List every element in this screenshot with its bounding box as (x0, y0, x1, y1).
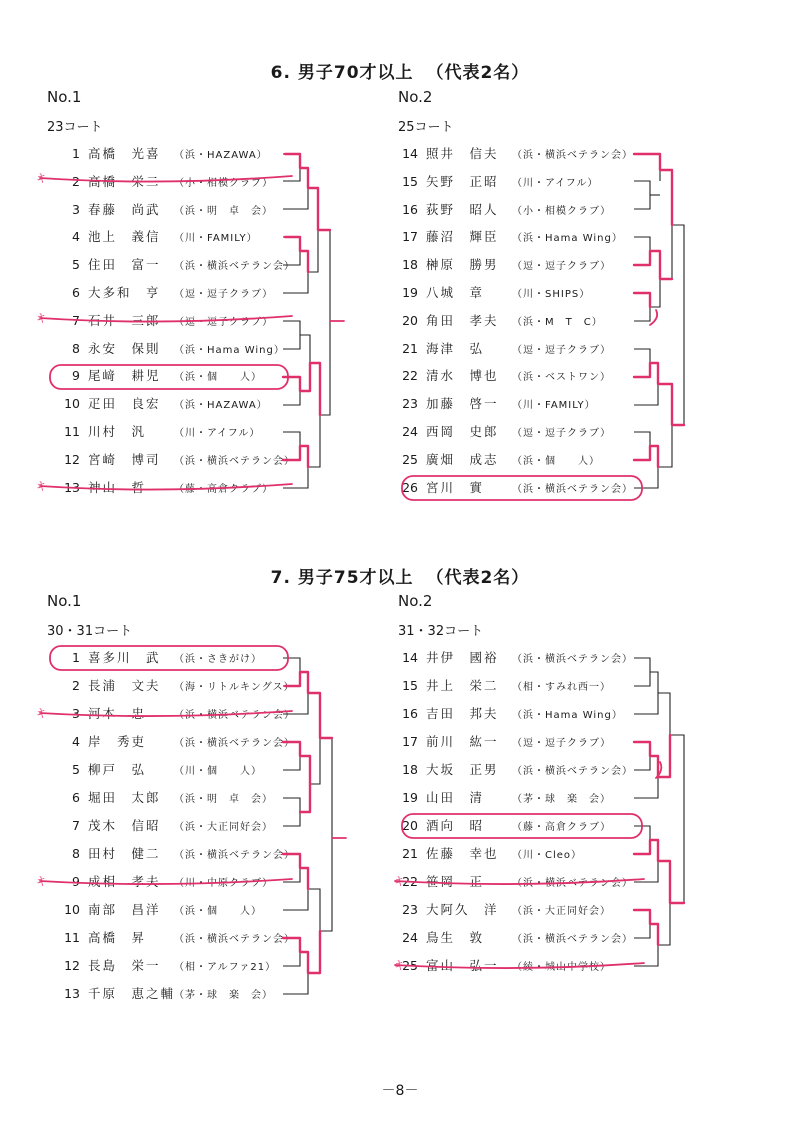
player-name: 前川 紘一 (426, 734, 499, 749)
player-number: 24 (402, 424, 418, 439)
player-name: 永安 保則 (88, 340, 161, 356)
pool-label: No.1 (47, 592, 82, 610)
player-name: 石井 三郎 (88, 312, 161, 328)
player-number: 24 (402, 930, 418, 945)
player-club: （浜・横浜ベテラン会） (512, 934, 633, 945)
player-club: （浜・大正同好会） (512, 906, 611, 917)
player-name: 廣畑 成志 (426, 451, 499, 467)
player-name: 岸 秀吏 (88, 734, 147, 749)
player-name: 池上 義信 (88, 229, 161, 245)
player-name: 長浦 文夫 (88, 678, 161, 693)
player-club: （浜・横浜ベテラン会） (174, 738, 295, 749)
player-club: （浜・横浜ベテラン会） (512, 150, 633, 161)
player-number: 20 (402, 312, 418, 328)
player-name: 大坂 正男 (426, 762, 499, 777)
player-number: 3 (72, 201, 80, 217)
player-club: （浜・横浜ベテラン会） (174, 710, 295, 721)
player-number: 14 (402, 650, 418, 665)
player-name: 宮崎 博司 (88, 451, 161, 467)
player-name: 榊原 勝男 (426, 257, 499, 273)
player-name: 喜多川 武 (88, 650, 161, 665)
player-number: 1 (72, 146, 80, 161)
section-title-sub: （代表2名） (426, 568, 530, 588)
player-number: 15 (402, 173, 418, 189)
player-number: 21 (402, 846, 418, 861)
player-name: 大多和 亨 (88, 285, 161, 300)
player-club: （相・アルファ21） (174, 962, 277, 973)
player-number: 18 (402, 257, 418, 273)
player-number: 23 (402, 902, 418, 917)
player-club: （逗・逗子クラブ） (512, 428, 612, 439)
player-club: （川・アイフル） (174, 428, 261, 439)
player-number: 3 (72, 706, 80, 721)
red-markers (36, 154, 684, 973)
player-name: 西岡 史郎 (426, 424, 499, 439)
player-name: 住田 富一 (88, 257, 161, 273)
player-number: 21 (402, 340, 418, 356)
player-name: 宮川 實 (426, 479, 485, 495)
player-number: 16 (402, 706, 418, 721)
player-club: （川・中原クラブ） (174, 878, 274, 889)
player-name: 鳥生 敦 (426, 930, 485, 945)
player-name: 千原 恵之輔 (88, 986, 176, 1001)
player-club: （茅・球 楽 会） (512, 794, 611, 805)
player-club: （浜・大正同好会） (174, 822, 273, 833)
player-club: （浜・HAZAWA） (174, 150, 268, 161)
player-number: 17 (402, 734, 418, 749)
player-club: （浜・M T C） (512, 316, 603, 328)
player-number: 2 (72, 173, 80, 189)
player-name: 茂木 信昭 (88, 818, 161, 833)
player-name: 井伊 國裕 (426, 650, 499, 665)
red-mark-ki: キ (36, 312, 47, 325)
player-name: 神山 哲 (88, 479, 147, 495)
red-mark-ki: キ (36, 875, 47, 888)
player-club: （浜・個 人） (174, 906, 262, 917)
player-club: （浜・HAZAWA） (174, 400, 268, 412)
player-name: 長島 栄一 (88, 958, 161, 973)
player-club: （藤・高倉クラブ） (174, 483, 274, 495)
section-title-sub: （代表2名） (426, 63, 530, 83)
player-name: 高橋 栄二 (88, 173, 161, 189)
player-club: （浜・横浜ベテラン会） (512, 878, 633, 889)
bracket-6-2 (634, 154, 684, 488)
bracket-6-1 (283, 154, 330, 488)
player-club: （浜・個 人） (512, 455, 600, 467)
player-name: 川村 汎 (88, 424, 147, 439)
player-number: 1 (72, 650, 80, 665)
player-name: 照井 信夫 (426, 146, 499, 161)
page-number: －8－ (381, 1083, 419, 1099)
player-club: （浜・横浜ベテラン会） (512, 483, 633, 495)
player-name: 八城 章 (426, 285, 485, 300)
player-number: 22 (402, 874, 418, 889)
player-number: 25 (402, 451, 418, 467)
player-number: 23 (402, 396, 418, 412)
player-club: （浜・個 人） (174, 372, 262, 384)
player-number: 8 (72, 340, 80, 356)
red-mark-ki: キ (36, 707, 47, 720)
player-name: 角田 孝夫 (426, 312, 499, 328)
player-club: （逗・逗子クラブ） (512, 261, 612, 273)
player-club: （川・アイフル） (512, 177, 599, 189)
player-club: （川・FAMILY） (174, 233, 258, 245)
pool-label: No.2 (398, 88, 433, 106)
player-name: 大阿久 洋 (426, 902, 499, 917)
player-name: 田村 健二 (88, 846, 161, 861)
player-number: 25 (402, 958, 418, 973)
player-club: （浜・横浜ベテラン会） (174, 934, 295, 945)
player-club: （浜・明 卓 会） (174, 794, 273, 805)
player-number: 4 (72, 229, 80, 245)
player-number: 13 (64, 986, 80, 1001)
player-number: 16 (402, 201, 418, 217)
player-club: （逗・逗子クラブ） (512, 344, 612, 356)
player-name: 藤沼 輝臣 (426, 229, 499, 245)
section-title-main: 7. 男子75才以上 (270, 568, 414, 588)
player-club: （浜・さきがけ） (174, 654, 262, 665)
player-number: 18 (402, 762, 418, 777)
player-club: （浜・明 卓 会） (174, 205, 273, 217)
player-name: 井上 栄二 (426, 678, 499, 693)
player-club: （浜・横浜ベテラン会） (512, 766, 633, 777)
player-number: 5 (72, 257, 80, 273)
pool-label: No.1 (47, 88, 82, 106)
player-name: 清水 博也 (426, 368, 499, 384)
player-number: 2 (72, 678, 80, 693)
player-number: 17 (402, 229, 418, 245)
player-club: （浜・Hama Wing） (174, 344, 285, 356)
player-club: （海・リトルキングス） (174, 682, 295, 693)
player-number: 9 (72, 368, 80, 384)
player-number: 10 (64, 396, 80, 412)
player-number: 7 (72, 312, 80, 328)
player-number: 13 (64, 479, 80, 495)
player-club: （川・Cleo） (512, 850, 583, 861)
player-name: 富山 弘一 (426, 958, 499, 973)
red-mark-ki: キ (36, 480, 47, 493)
pool-label: No.2 (398, 592, 433, 610)
player-number: 15 (402, 678, 418, 693)
bracket-7-1 (283, 658, 332, 994)
player-club: （藤・高倉クラブ） (512, 822, 612, 833)
player-club: （浜・横浜ベテラン会） (512, 654, 633, 665)
player-club: （相・すみれ西一） (512, 682, 611, 693)
player-club: （浜・Hama Wing） (512, 710, 623, 721)
player-club: （逗・逗子クラブ） (174, 289, 274, 300)
player-club: （浜・横浜ベテラン会） (174, 455, 295, 467)
court-label: 23コート (47, 120, 103, 135)
player-club: （川・個 人） (174, 766, 262, 777)
player-club: （浜・Hama Wing） (512, 233, 623, 245)
player-club: （浜・横浜ベテラン会） (174, 850, 295, 861)
court-label: 25コート (398, 120, 454, 135)
player-number: 12 (64, 451, 80, 467)
player-number: 20 (402, 818, 418, 833)
player-name: 酒向 昭 (426, 818, 485, 833)
player-name: 佐藤 幸也 (426, 846, 499, 861)
player-number: 5 (72, 762, 80, 777)
player-name: 成相 孝夫 (88, 874, 161, 889)
player-name: 高橋 昇 (88, 930, 147, 945)
player-name: 海津 弘 (426, 340, 485, 356)
player-name: 矢野 正昭 (426, 173, 499, 189)
player-club: （綾・城山中学校） (512, 962, 611, 973)
player-club: （茅・球 楽 会） (174, 990, 273, 1001)
player-club: （逗・逗子クラブ） (174, 316, 274, 328)
player-name: 荻野 昭人 (426, 201, 499, 217)
player-number: 22 (402, 368, 418, 384)
player-club: （浜・ベストワン） (512, 372, 611, 384)
player-club: （浜・横浜ベテラン会） (174, 261, 295, 273)
court-label: 31・32コート (398, 624, 484, 639)
player-number: 11 (64, 424, 80, 439)
player-number: 8 (72, 846, 80, 861)
player-number: 9 (72, 874, 80, 889)
player-number: 14 (402, 146, 418, 161)
red-mark-ki: キ (394, 875, 405, 888)
player-name: 山田 清 (426, 790, 485, 805)
player-club: （川・FAMILY） (512, 400, 596, 412)
player-number: 4 (72, 734, 80, 749)
red-mark-ki: キ (36, 172, 47, 185)
red-mark-ki: キ (394, 959, 405, 972)
section-title-main: 6. 男子70才以上 (270, 63, 414, 83)
player-club: （逗・逗子クラブ） (512, 738, 612, 749)
player-name: 堀田 太郎 (88, 790, 161, 805)
player-number: 12 (64, 958, 80, 973)
player-club: （川・SHIPS） (512, 289, 591, 300)
player-number: 19 (402, 285, 418, 300)
player-name: 吉田 邦夫 (426, 706, 499, 721)
player-number: 6 (72, 285, 80, 300)
player-name: 南部 昌洋 (88, 902, 161, 917)
player-name: 加藤 啓一 (426, 396, 499, 412)
bracket-7-2 (634, 658, 684, 966)
player-name: 高橋 光喜 (88, 146, 161, 161)
player-name: 春藤 尚武 (88, 201, 161, 217)
player-name: 笹岡 正 (426, 874, 485, 889)
player-number: 19 (402, 790, 418, 805)
player-number: 26 (402, 479, 418, 495)
court-label: 30・31コート (47, 624, 133, 639)
player-name: 河本 忠 (88, 706, 147, 721)
player-number: 11 (64, 930, 80, 945)
player-club: （小・相模クラブ） (174, 177, 274, 189)
player-number: 10 (64, 902, 80, 917)
player-name: 疋田 良宏 (88, 396, 161, 412)
player-club: （小・相模クラブ） (512, 205, 612, 217)
player-number: 6 (72, 790, 80, 805)
player-number: 7 (72, 818, 80, 833)
player-name: 尾﨑 耕児 (88, 368, 161, 384)
player-name: 柳戸 弘 (88, 762, 147, 777)
